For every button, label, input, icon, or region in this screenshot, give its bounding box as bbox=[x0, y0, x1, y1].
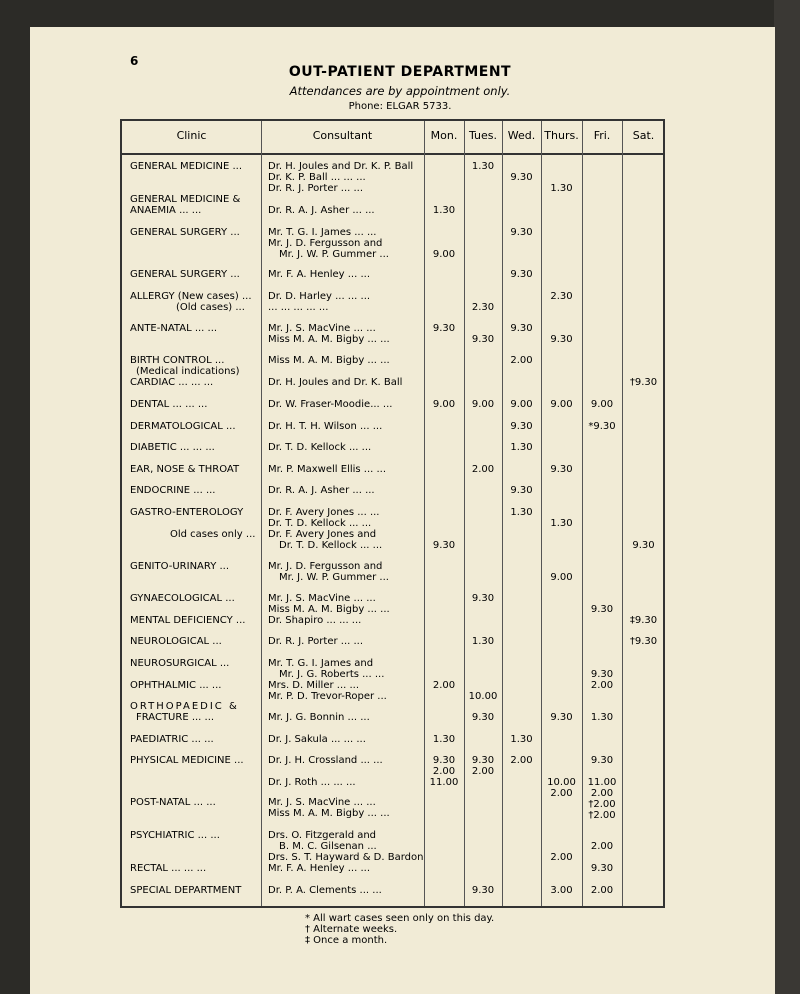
clinic-name: DENTAL ... ... ... bbox=[130, 399, 208, 410]
time-fri: 2.00 bbox=[590, 885, 614, 896]
time-wed: 1.30 bbox=[510, 442, 533, 453]
consultant-name: Mr. J. G. Roberts ... ... bbox=[279, 669, 385, 680]
consultant-name: Dr. W. Fraser-Moodie... ... bbox=[268, 399, 393, 410]
consultant-name: Mr. J. W. P. Gummer ... bbox=[279, 249, 389, 260]
clinic-name: MENTAL DEFICIENCY ... bbox=[130, 615, 246, 626]
time-fri: 9.30 bbox=[590, 863, 614, 874]
time-wed: 2.00 bbox=[510, 355, 533, 366]
consultant-name: Mr. J. D. Fergusson and bbox=[268, 561, 383, 572]
consultant-name: Drs. O. Fitzgerald and bbox=[268, 830, 377, 841]
time-mon: 11.00 bbox=[429, 777, 459, 788]
clinic-name: FRACTURE ... ... bbox=[136, 712, 215, 723]
time-tues: 9.30 bbox=[471, 755, 495, 766]
time-wed: 9.00 bbox=[510, 399, 533, 410]
clinic-name: GASTRO-ENTEROLOGY bbox=[130, 507, 244, 518]
column-divider bbox=[464, 121, 465, 906]
time-fri: 2.00 bbox=[590, 841, 614, 852]
consultant-name: Dr. F. Avery Jones ... ... bbox=[268, 507, 380, 518]
time-tues: 1.30 bbox=[471, 636, 495, 647]
consultant-name: Mr. F. A. Henley ... ... bbox=[268, 863, 370, 874]
time-tues: 1.30 bbox=[471, 161, 495, 172]
time-mon: 9.30 bbox=[432, 323, 456, 334]
time-fri: 9.30 bbox=[590, 604, 614, 615]
time-mon: 9.30 bbox=[432, 540, 456, 551]
clinic-name: OPHTHALMIC ... ... bbox=[130, 680, 222, 691]
page-subtitle: Attendances are by appointment only. bbox=[289, 84, 511, 98]
time-wed: 9.30 bbox=[510, 485, 533, 496]
time-fri: 11.00 bbox=[587, 777, 617, 788]
time-fri: 9.00 bbox=[590, 399, 614, 410]
header-consultant: Consultant bbox=[312, 129, 373, 142]
time-fri: *9.30 bbox=[588, 421, 616, 432]
clinic-name: GENERAL SURGERY ... bbox=[130, 227, 240, 238]
time-wed: 9.30 bbox=[510, 227, 533, 238]
clinic-name: PHYSICAL MEDICINE ... bbox=[130, 755, 244, 766]
clinic-name: NEUROSURGICAL ... bbox=[130, 658, 230, 669]
time-tues: 9.30 bbox=[471, 885, 495, 896]
consultant-name: Dr. T. D. Kellock ... ... bbox=[268, 518, 372, 529]
consultant-name: Dr. F. Avery Jones and bbox=[268, 529, 377, 540]
time-wed: 9.30 bbox=[510, 172, 533, 183]
header-fri: Fri. bbox=[593, 129, 611, 142]
header-thurs: Thurs. bbox=[544, 129, 579, 142]
consultant-name: Mr. J. W. P. Gummer ... bbox=[279, 572, 389, 583]
header-clinic: Clinic bbox=[176, 129, 207, 142]
time-fri: 2.00 bbox=[590, 680, 614, 691]
clinic-name: DERMATOLOGICAL ... bbox=[130, 421, 236, 432]
time-wed: 2.00 bbox=[510, 755, 533, 766]
time-wed: 9.30 bbox=[510, 323, 533, 334]
time-mon: 2.00 bbox=[432, 680, 456, 691]
clinic-name: SPECIAL DEPARTMENT bbox=[130, 885, 242, 896]
column-divider bbox=[622, 121, 623, 906]
time-tues: 9.30 bbox=[471, 593, 495, 604]
consultant-name: Dr. R. A. J. Asher ... ... bbox=[268, 485, 375, 496]
time-mon: 9.30 bbox=[432, 755, 456, 766]
column-divider bbox=[424, 121, 425, 906]
consultant-name: Mr. J. G. Bonnin ... ... bbox=[268, 712, 370, 723]
time-thurs: 1.30 bbox=[550, 518, 573, 529]
consultant-name: Dr. D. Harley ... ... ... bbox=[268, 291, 371, 302]
clinic-name: EAR, NOSE & THROAT bbox=[130, 464, 240, 475]
consultant-name: Dr. H. T. H. Wilson ... ... bbox=[268, 421, 383, 432]
time-sat: ‡9.30 bbox=[629, 615, 658, 626]
page-title: OUT-PATIENT DEPARTMENT bbox=[288, 64, 512, 80]
consultant-name: Mr. T. G. I. James and bbox=[268, 658, 374, 669]
consultant-name: Mr. J. S. MacVine ... ... bbox=[268, 797, 376, 808]
clinic-name: PAEDIATRIC ... ... bbox=[130, 734, 214, 745]
clinic-name: GENITO-URINARY ... bbox=[130, 561, 230, 572]
consultant-name: Dr. Shapiro ... ... ... bbox=[268, 615, 362, 626]
consultant-name: Drs. S. T. Hayward & D. Bardon bbox=[268, 852, 424, 863]
consultant-name: Dr. T. D. Kellock ... ... bbox=[268, 442, 372, 453]
time-wed: 9.30 bbox=[510, 421, 533, 432]
time-fri: 9.30 bbox=[590, 755, 614, 766]
time-fri: †2.00 bbox=[588, 799, 616, 810]
time-tues: 9.30 bbox=[471, 712, 495, 723]
clinic-name: GENERAL MEDICINE ... bbox=[130, 161, 243, 172]
header-sat: Sat. bbox=[632, 129, 655, 142]
clinic-name: ORTHOPAEDIC & bbox=[130, 701, 239, 712]
clinic-name: ENDOCRINE ... ... bbox=[130, 485, 216, 496]
clinic-name: CARDIAC ... ... ... bbox=[130, 377, 214, 388]
clinic-name: GENERAL MEDICINE & bbox=[130, 194, 241, 205]
time-fri: †2.00 bbox=[588, 810, 616, 821]
time-tues: 10.00 bbox=[468, 691, 498, 702]
clinic-name: PSYCHIATRIC ... ... bbox=[130, 830, 220, 841]
time-wed: 1.30 bbox=[510, 734, 533, 745]
clinic-schedule-table bbox=[120, 119, 665, 908]
time-thurs: 9.30 bbox=[550, 464, 573, 475]
time-thurs: 9.30 bbox=[550, 712, 573, 723]
time-mon: 9.00 bbox=[432, 249, 456, 260]
header-mon: Mon. bbox=[430, 129, 458, 142]
time-thurs: 1.30 bbox=[550, 183, 573, 194]
time-thurs: 2.00 bbox=[550, 852, 573, 863]
clinic-name: GYNAECOLOGICAL ... bbox=[130, 593, 235, 604]
consultant-name: Mr. T. G. I. James ... ... bbox=[268, 227, 377, 238]
time-sat: †9.30 bbox=[629, 377, 658, 388]
clinic-name: Old cases only ... bbox=[170, 529, 256, 540]
footnote: ‡ Once a month. bbox=[305, 935, 388, 946]
consultant-name: ... ... ... ... ... bbox=[268, 302, 329, 313]
time-mon: 1.30 bbox=[432, 205, 456, 216]
consultant-name: Mr. P. D. Trevor-Roper ... bbox=[268, 691, 387, 702]
clinic-name: NEUROLOGICAL ... bbox=[130, 636, 222, 647]
phone-line: Phone: ELGAR 5733. bbox=[348, 101, 452, 112]
time-wed: 1.30 bbox=[510, 507, 533, 518]
time-thurs: 9.30 bbox=[550, 334, 573, 345]
clinic-name: ALLERGY (New cases) ... bbox=[130, 291, 252, 302]
clinic-name: ANTE-NATAL ... ... bbox=[130, 323, 218, 334]
consultant-name: Mr. P. Maxwell Ellis ... ... bbox=[268, 464, 387, 475]
clinic-name: RECTAL ... ... ... bbox=[130, 863, 207, 874]
time-tues: 2.00 bbox=[471, 464, 495, 475]
header-tues: Tues. bbox=[468, 129, 497, 142]
time-mon: 2.00 bbox=[432, 766, 456, 777]
consultant-name: Dr. H. Joules and Dr. K. Ball bbox=[268, 377, 403, 388]
consultant-name: Miss M. A. M. Bigby ... ... bbox=[268, 334, 390, 345]
time-thurs: 2.00 bbox=[550, 788, 573, 799]
time-tues: 9.30 bbox=[471, 334, 495, 345]
consultant-name: Dr. R. A. J. Asher ... ... bbox=[268, 205, 375, 216]
time-sat: †9.30 bbox=[629, 636, 658, 647]
time-tues: 2.30 bbox=[471, 302, 495, 313]
consultant-name: Dr. P. A. Clements ... ... bbox=[268, 885, 382, 896]
clinic-name: POST-NATAL ... ... bbox=[130, 797, 216, 808]
consultant-name: Mrs. D. Miller ... ... bbox=[268, 680, 360, 691]
time-thurs: 3.00 bbox=[550, 885, 573, 896]
time-tues: 2.00 bbox=[471, 766, 495, 777]
time-thurs: 9.00 bbox=[550, 572, 573, 583]
consultant-name: Dr. J. Sakula ... ... ... bbox=[268, 734, 366, 745]
clinic-name: (Old cases) ... bbox=[176, 302, 245, 313]
consultant-name: Dr. J. H. Crossland ... ... bbox=[268, 755, 383, 766]
clinic-name: ANAEMIA ... ... bbox=[130, 205, 202, 216]
time-mon: 1.30 bbox=[432, 734, 456, 745]
consultant-name: Mr. J. S. MacVine ... ... bbox=[268, 323, 376, 334]
time-fri: 1.30 bbox=[590, 712, 614, 723]
consultant-name: Dr. T. D. Kellock ... ... bbox=[279, 540, 383, 551]
header-wed: Wed. bbox=[507, 129, 536, 142]
consultant-name: Mr. F. A. Henley ... ... bbox=[268, 269, 370, 280]
clinic-name: DIABETIC ... ... ... bbox=[130, 442, 215, 453]
column-divider bbox=[261, 121, 262, 906]
time-sat: 9.30 bbox=[632, 540, 655, 551]
consultant-name: Dr. R. J. Porter ... ... bbox=[268, 183, 364, 194]
clinic-name: BIRTH CONTROL ... bbox=[130, 355, 225, 366]
consultant-name: Mr. J. D. Fergusson and bbox=[268, 238, 383, 249]
time-thurs: 2.30 bbox=[550, 291, 573, 302]
time-wed: 9.30 bbox=[510, 269, 533, 280]
time-fri: 2.00 bbox=[590, 788, 614, 799]
consultant-name: Dr. J. Roth ... ... ... bbox=[268, 777, 356, 788]
time-mon: 9.00 bbox=[432, 399, 456, 410]
footnote: † Alternate weeks. bbox=[305, 924, 398, 935]
clinic-name: GENERAL SURGERY ... bbox=[130, 269, 240, 280]
consultant-name: Dr. H. Joules and Dr. K. P. Ball bbox=[268, 161, 414, 172]
page-spine bbox=[774, 0, 800, 994]
consultant-name: Mr. J. S. MacVine ... ... bbox=[268, 593, 376, 604]
clinic-name: (Medical indications) bbox=[136, 366, 240, 377]
time-fri: 9.30 bbox=[590, 669, 614, 680]
footnote: * All wart cases seen only on this day. bbox=[305, 913, 495, 924]
consultant-name: Miss M. A. M. Bigby ... ... bbox=[268, 604, 390, 615]
page-number: 6 bbox=[130, 54, 139, 68]
time-thurs: 9.00 bbox=[550, 399, 573, 410]
consultant-name: Dr. R. J. Porter ... ... bbox=[268, 636, 364, 647]
consultant-name: Miss M. A. M. Bigby ... ... bbox=[268, 808, 390, 819]
time-thurs: 10.00 bbox=[547, 777, 576, 788]
time-tues: 9.00 bbox=[471, 399, 495, 410]
consultant-name: Dr. K. P. Ball ... ... ... bbox=[268, 172, 366, 183]
consultant-name: B. M. C. Gilsenan ... bbox=[279, 841, 377, 852]
consultant-name: Miss M. A. M. Bigby ... ... bbox=[268, 355, 390, 366]
